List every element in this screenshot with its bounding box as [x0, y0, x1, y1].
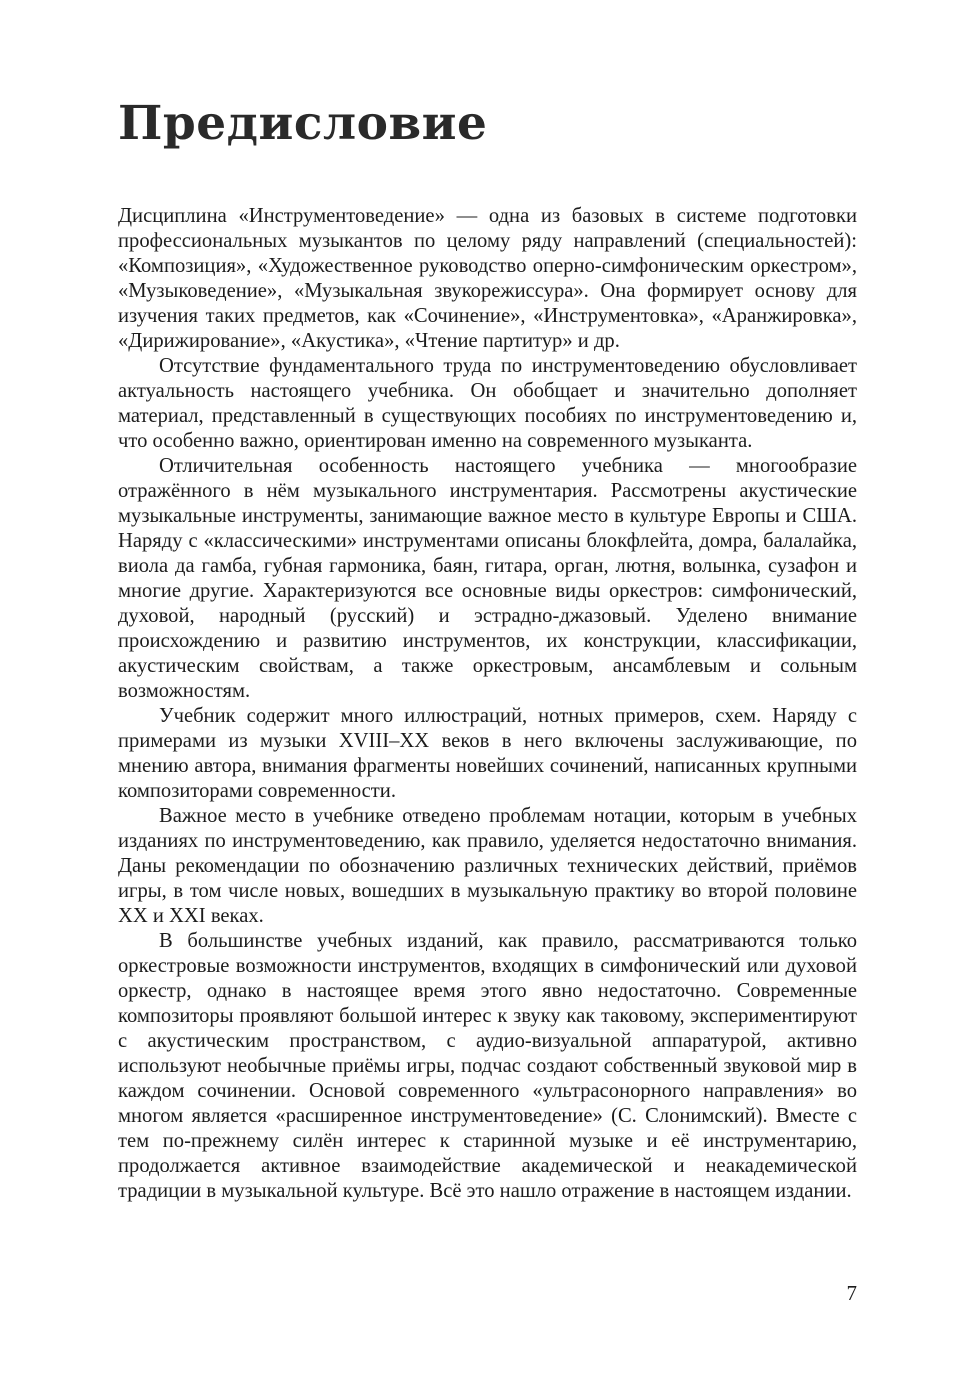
body-text	[118, 204, 857, 1204]
paragraph-5: Важное место в учебнике отведено проблемам нотации, которым в учебных изданиях по инструментоведению, как правило, уделяется недостаточно внимания. Даны рекомендации по обозначению различных технических действий, приёмов игры, в том числе новых, вошедших в музыкальную практику во второй половине XX и XXI веках.	[118, 805, 857, 927]
paragraph-2: Отсутствие фундаментального труда по инструментоведению обусловливает актуальность настоящего учебника. Он обобщает и значительно дополняет материал, представленный в существующих пособиях по инструментоведению и, что особенно важно, ориентирован именно на современного музыканта.	[118, 355, 857, 452]
paragraph-3: Отличительная особенность настоящего учебника — многообразие отражённого в нём музыкального инструментария. Рассмотрены акустические музыкальные инструменты, занимающие важное место в культуре Европы и США. Наряду с «классическими» инструментами описаны блокфлейта, домра, балалайка, виола да гамба, губная гармоника, баян, гитара, орган, лютня, волынка, сузафон и многие другие. Характеризуются все основные виды оркестров: симфонический, духовой, народный (русский) и эстрадно-джазовый. Уделено внимание происхождению и развитию инструментов, их конструкции, классификации, акустическим свойствам, а также оркестровым, ансамблевым и сольным возможностям.	[118, 455, 857, 702]
paragraph-6: В большинстве учебных изданий, как правило, рассматриваются только оркестровые возможности инструментов, входящих в симфонический или духовой оркестр, однако в настоящее время этого явно недостаточно. Современные композиторы проявляют большой интерес к звуку как таковому, экспериментируют с акустическим пространством, с аудио-визуальной аппаратурой, активно используют необычные приёмы игры, подчас создают собственный звуковой мир в каждом сочинении. Основой современного «ультрасонорного направления» во многом является «расширенное инструментоведение» (С. Слонимский). Вместе с тем по-прежнему силён интерес к старинной музыке и её инструментарию, продолжается активное взаимодействие академической и неакадемической традиции в музыкальной культуре. Всё это нашло отражение в настоящем издании.	[118, 930, 857, 1202]
chapter-title: Предисловие	[118, 96, 488, 151]
book-page	[118, 0, 857, 1388]
page-number: 7	[846, 1281, 857, 1305]
paragraph-1: Дисциплина «Инструментоведение» — одна из базовых в системе подготовки профессиональных музыкантов по целому ряду направлений (специальностей): «Композиция», «Художественное руководство оперно-симфоническим оркестром», «Музыковедение», «Музыкальная звукорежиссура». Она формирует основу для изучения таких предметов, как «Сочинение», «Инструментовка», «Аранжировка», «Дирижирование», «Акустика», «Чтение партитур» и др.	[118, 205, 857, 352]
paragraph-4: Учебник содержит много иллюстраций, нотных примеров, схем. Наряду с примерами из музыки XVIII–XX веков в него включены заслуживающие, по мнению автора, внимания фрагменты новейших сочинений, написанных крупными композиторами современности.	[118, 705, 857, 802]
